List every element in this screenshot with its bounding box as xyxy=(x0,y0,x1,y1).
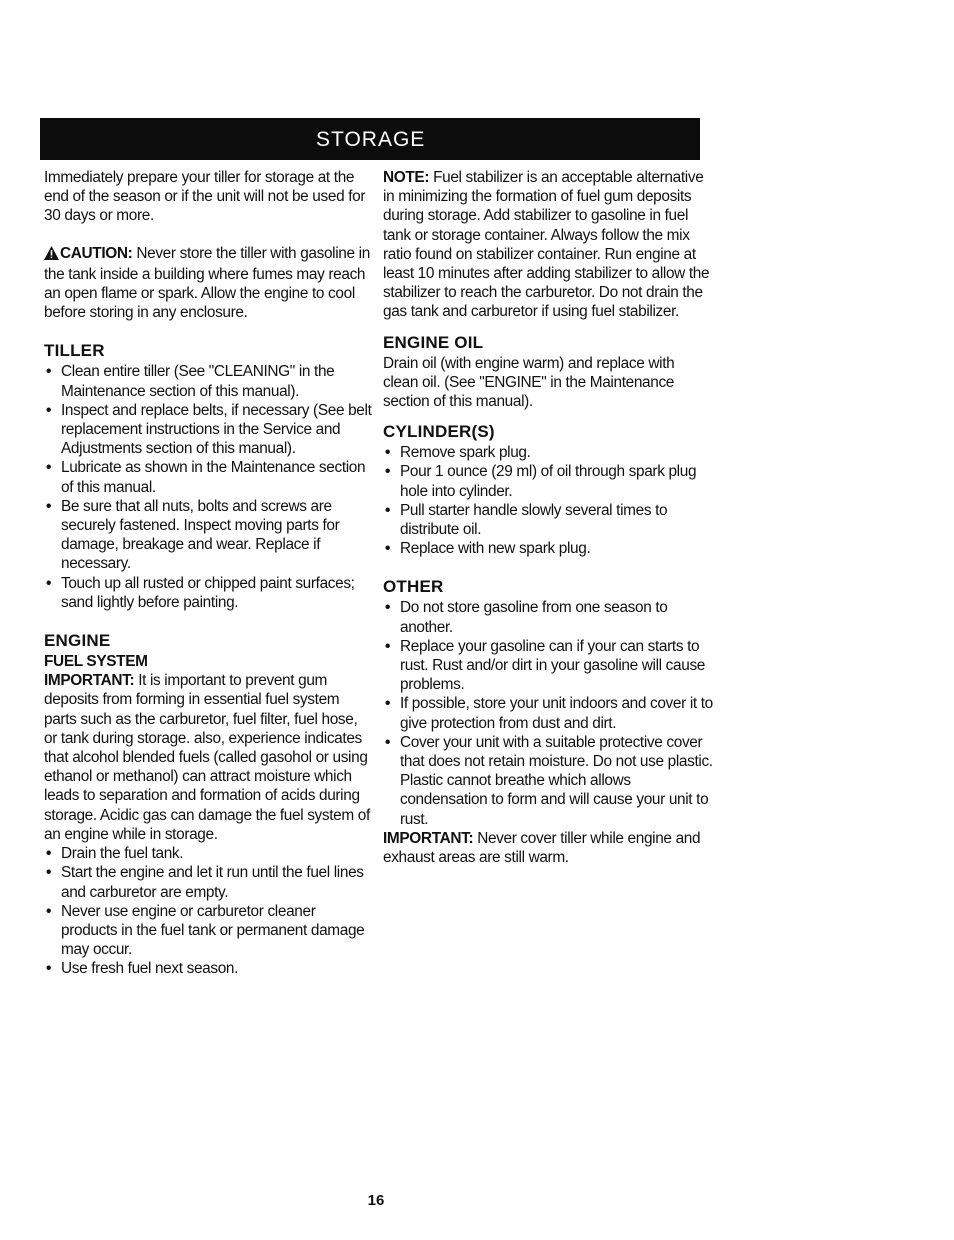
left-column xyxy=(44,168,374,979)
bullet-icon: • xyxy=(385,463,391,481)
list-item: • Replace your gasoline can if your can starts to rust. Rust and/or dirt in your gasoline will cause problems. xyxy=(385,637,705,694)
list-item: • Be sure that all nuts, bolts and screws are securely fastened. Inspect moving parts for damage, breakage and wear. Replace if necessary. xyxy=(46,497,340,573)
bullet-icon: • xyxy=(46,864,52,882)
intro-paragraph: Immediately prepare your tiller for storage at the end of the season or if the unit will not be used for 30 days or more. xyxy=(44,169,366,225)
list-item: • Pour 1 ounce (29 ml) of oil through spark plug hole into cylinder. xyxy=(385,463,697,500)
other-list xyxy=(383,598,713,828)
engine-heading: ENGINE xyxy=(44,631,111,651)
bullet-icon: • xyxy=(385,695,391,713)
list-item: • Pull starter handle slowly several times to distribute oil. xyxy=(385,501,668,539)
warning-triangle-icon xyxy=(44,246,59,265)
bullet-icon: • xyxy=(385,599,391,617)
engine-oil-heading: ENGINE OIL xyxy=(383,332,484,352)
bullet-icon: • xyxy=(46,960,52,978)
engine-oil-paragraph: Drain oil (with engine warm) and replace with clean oil. (See "ENGINE" in the Maintenance section of this manual). xyxy=(383,354,675,411)
important-label: IMPORTANT: xyxy=(383,829,474,847)
bullet-icon: • xyxy=(385,540,391,558)
note-label: NOTE: xyxy=(383,169,430,186)
cylinders-heading: CYLINDER(S) xyxy=(383,422,495,442)
list-item: • Drain the fuel tank. xyxy=(46,845,184,863)
caution-text: Never store the tiller with gasoline in the tank inside a building where fumes may reach an open flame or spark. Allow the engine to cool before storing in any enclosure. xyxy=(44,244,370,322)
page-number: 16 xyxy=(367,1192,385,1209)
tiller-list xyxy=(44,362,374,612)
section-title-banner xyxy=(40,118,700,160)
tiller-heading: TILLER xyxy=(44,341,105,361)
fuel-system-subheading: FUEL SYSTEM xyxy=(44,653,148,671)
bullet-icon: • xyxy=(385,733,391,751)
bullet-icon: • xyxy=(46,459,52,477)
fuel-important-paragraph: IMPORTANT: It is important to prevent gum deposits from forming in essential fuel system parts such as the carburetor, fuel filter, fuel hose, or tank during storage. also, experience indicates that alcohol blended fuels (called gasohol or using ethanol or methanol) can attract moisture which leads to separation and formation of acids during storage. Acidic gas can damage the fuel system of an engine while in storage. xyxy=(44,672,370,843)
list-item: • Inspect and replace belts, if necessary (See belt replacement instructions in the Service and Adjustments section of this manual). xyxy=(46,401,372,458)
list-item: • Never use engine or carburetor cleaner products in the fuel tank or permanent damage may occur. xyxy=(46,902,365,959)
list-item: • Lubricate as shown in the Maintenance section of this manual. xyxy=(46,459,366,496)
bullet-icon: • xyxy=(46,401,52,419)
note-paragraph: NOTE: Fuel stabilizer is an acceptable alternative in minimizing the formation of fuel gum deposits during storage. Add stabilizer to gasoline in fuel tank or storage container. Always follow the mix ratio found on stabilizer container. Run engine at least 10 minutes after adding stabilizer to allow the stabilizer to reach the carburetor. Do not drain the gas tank and carburetor if using fuel stabilizer. xyxy=(383,169,710,321)
fuel-list xyxy=(44,844,374,978)
list-item: • Do not store gasoline from one season to another. xyxy=(385,599,668,636)
bullet-icon: • xyxy=(46,497,52,515)
list-item: • Cover your unit with a suitable protective cover that does not retain moisture. Do not use plastic. Plastic cannot breathe which allows condensation to form and will cause your unit to rust. xyxy=(385,733,713,828)
bullet-icon: • xyxy=(385,501,391,519)
list-item: • Use fresh fuel next season. xyxy=(46,960,239,978)
list-item: • Clean entire tiller (See "CLEANING" in the Maintenance section of this manual). xyxy=(46,363,335,400)
bullet-icon: • xyxy=(46,363,52,381)
bullet-icon: • xyxy=(46,845,52,863)
caution-paragraph xyxy=(44,244,374,323)
bullet-icon: • xyxy=(385,444,391,462)
list-item: • Remove spark plug. xyxy=(385,444,531,462)
caution-label: CAUTION: xyxy=(60,244,133,262)
list-item: • If possible, store your unit indoors and cover it to give protection from dust and dirt. xyxy=(385,695,713,732)
page-title: STORAGE xyxy=(316,128,426,151)
important-label: IMPORTANT: xyxy=(44,672,135,690)
cylinders-list xyxy=(383,443,713,558)
list-item: • Touch up all rusted or chipped paint surfaces; sand lightly before painting. xyxy=(46,574,355,611)
right-column xyxy=(383,168,713,867)
bullet-icon: • xyxy=(46,902,52,920)
list-item: • Replace with new spark plug. xyxy=(385,540,591,558)
other-important-paragraph: IMPORTANT: Never cover tiller while engine and exhaust areas are still warm. xyxy=(383,829,701,867)
list-item: • Start the engine and let it run until the fuel lines and carburetor are empty. xyxy=(46,864,364,901)
other-heading: OTHER xyxy=(383,577,444,597)
bullet-icon: • xyxy=(46,574,52,592)
bullet-icon: • xyxy=(385,637,391,655)
